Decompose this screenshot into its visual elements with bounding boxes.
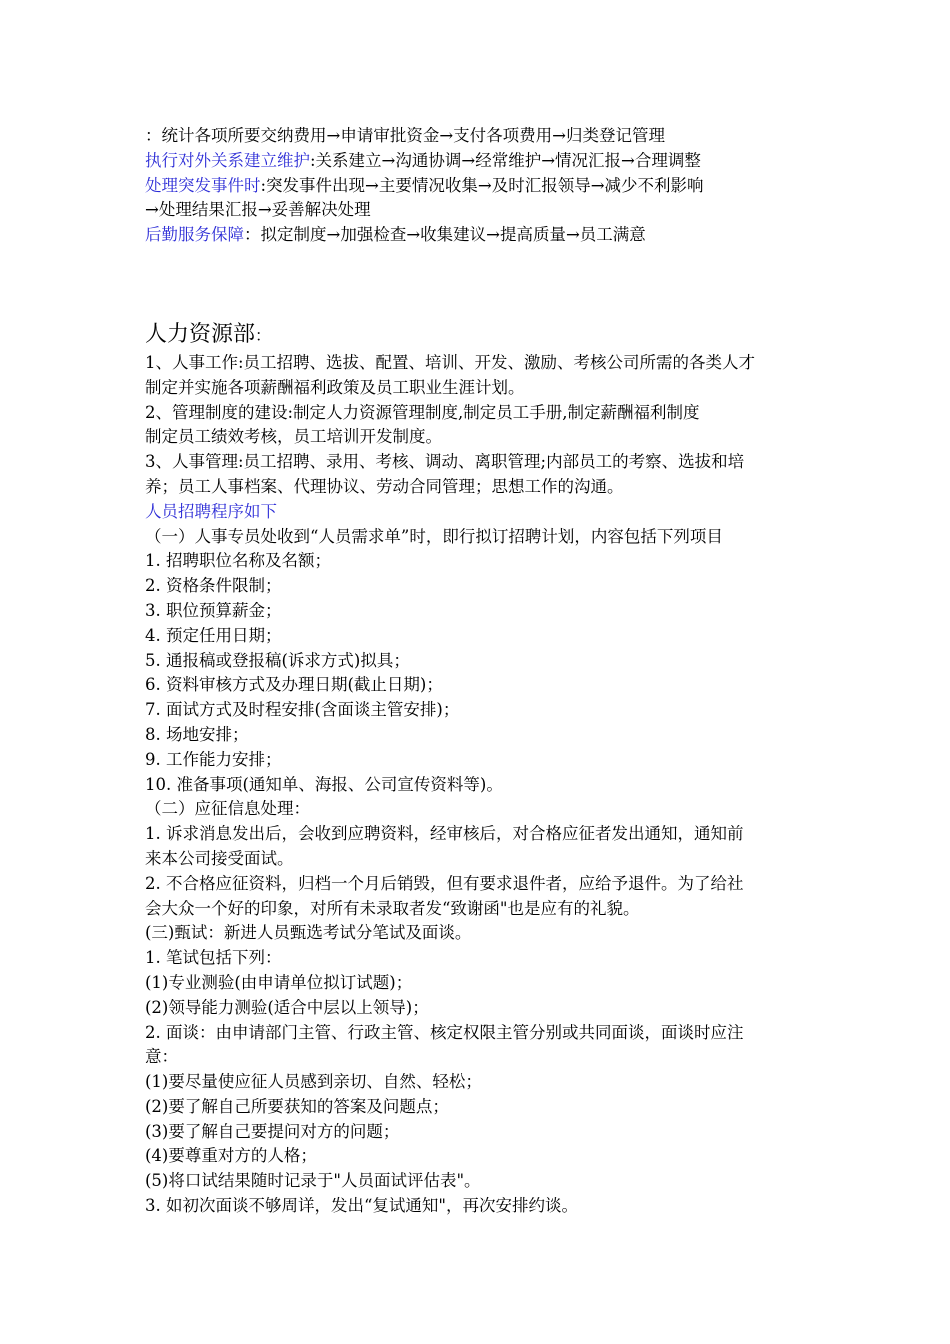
text-line: 2、管理制度的建设:制定人力资源管理制度,制定员工手册,制定薪酬福利制度 xyxy=(145,402,700,422)
text-line: (2)要了解自己所要获知的答案及问题点； xyxy=(145,1096,449,1116)
procedure-title: 人员招聘程序如下 xyxy=(145,501,277,521)
text-line: 制定并实施各项薪酬福利政策及员工职业生涯计划。 xyxy=(145,377,525,397)
text-line: (1)要尽量使应征人员感到亲切、自然、轻松； xyxy=(145,1072,482,1092)
text-line xyxy=(145,174,810,199)
text-line: 2. 面谈：由申请部门主管、行政主管、核定权限主管分别或共同面谈，面谈时应注 xyxy=(145,1022,744,1042)
text-line: (3)要了解自己要提问对方的问题； xyxy=(145,1121,400,1141)
text-line: (2)领导能力测验(适合中层以上领导)； xyxy=(145,997,429,1017)
text-line: 6. 资料审核方式及办理日期(截止日期)； xyxy=(145,675,443,695)
text-line: 会大众一个好的印象，对所有未录取者发“致谢函"也是应有的礼貌。 xyxy=(145,898,640,918)
text-line: (5)将口试结果随时记录于"人员面试评估表"。 xyxy=(145,1171,481,1191)
document-page xyxy=(145,124,810,1219)
text-line: （一）人事专员处收到“人员需求单”时，即行拟订招聘计划，内容包括下列项目 xyxy=(145,526,723,546)
text-line: 3、人事管理:员工招聘、录用、考核、调动、离职管理;内部员工的考察、选拔和培 xyxy=(145,452,745,472)
text-line: 7. 面试方式及时程安排(含面谈主管安排)； xyxy=(145,700,460,720)
text-line: 1. 招聘职位名称及名额； xyxy=(145,551,331,571)
text-line: 1. 诉求消息发出后，会收到应聘资料，经审核后，对合格应征者发出通知，通知前 xyxy=(145,824,744,844)
text-line: 10. 准备事项(通知单、海报、公司宣传资料等)。 xyxy=(145,774,503,794)
text-line: 5. 通报稿或登报稿(诉求方式)拟具； xyxy=(145,650,410,670)
blue-label: 执行对外关系建立维护 xyxy=(145,150,310,170)
text-line: 来本公司接受面试。 xyxy=(145,848,294,868)
text-line: (4)要尊重对方的人格； xyxy=(145,1146,317,1166)
text-line xyxy=(145,198,810,223)
blue-label: 后勤服务保障 xyxy=(145,225,244,245)
text-line xyxy=(145,124,810,149)
line-text: ：拟定制度→加强检查→收集建议→提高质量→员工满意 xyxy=(244,225,646,245)
text-line: 3. 如初次面谈不够周详，发出“复试通知"，再次安排约谈。 xyxy=(145,1196,579,1216)
text-line xyxy=(145,149,810,174)
text-line: 1. 笔试包括下列： xyxy=(145,948,282,968)
text-line: 3. 职位预算薪金； xyxy=(145,600,282,620)
section-heading xyxy=(145,320,810,351)
line-text: ：统计各项所要交纳费用→申请审批资金→支付各项费用→归类登记管理 xyxy=(145,126,665,145)
text-line: 4. 预定任用日期； xyxy=(145,625,282,645)
heading-text: 人力资源部 xyxy=(145,321,256,347)
text-line: 1、人事工作:员工招聘、选拔、配置、培训、开发、激励、考核公司所需的各类人才 xyxy=(145,352,756,372)
text-line: 2. 不合格应征资料，归档一个月后销毁，但有要求退件者，应给予退件。为了给社 xyxy=(145,873,744,893)
text-line xyxy=(145,223,810,248)
blue-label: 处理突发事件时 xyxy=(145,175,261,195)
text-line: 意： xyxy=(145,1047,178,1067)
line-text: :关系建立→沟通协调→经常维护→情况汇报→合理调整 xyxy=(310,150,701,170)
text-line: 制定员工绩效考核，员工培训开发制度。 xyxy=(145,427,442,447)
text-line: 8. 场地安排； xyxy=(145,724,249,744)
line-text: →处理结果汇报→妥善解决处理 xyxy=(145,200,371,220)
section-gap xyxy=(145,248,810,320)
text-line: 2. 资格条件限制； xyxy=(145,576,282,596)
text-line: 9. 工作能力安排； xyxy=(145,749,282,769)
text-line: (三)甄试：新进人员甄选考试分笔试及面谈。 xyxy=(145,923,472,943)
text-line: 养；员工人事档案、代理协议、劳动合同管理；思想工作的沟通。 xyxy=(145,476,624,496)
heading-colon: ： xyxy=(255,325,272,345)
text-line: (1)专业测验(由申请单位拟订试题)； xyxy=(145,972,413,992)
line-text: :突发事件出现→主要情况收集→及时汇报领导→减少不利影响 xyxy=(260,175,704,195)
text-line: （二）应征信息处理： xyxy=(145,799,310,819)
